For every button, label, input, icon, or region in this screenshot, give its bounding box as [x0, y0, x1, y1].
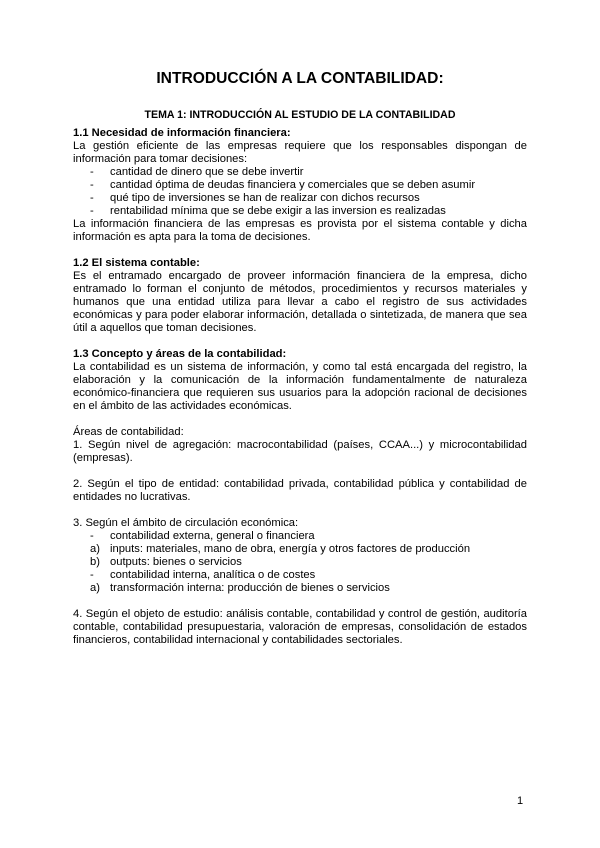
spacer [73, 335, 527, 348]
list-item [73, 179, 527, 192]
list-marker: - [90, 166, 94, 178]
section-1-3 [73, 348, 527, 647]
spacer [73, 504, 527, 517]
spacer [73, 413, 527, 426]
circulation-scope-list [73, 530, 527, 595]
list-marker: b) [90, 556, 100, 568]
section-1-1-intro: La gestión eficiente de las empresas requiere que los responsables dispongan de información para tomar decisiones: [73, 140, 527, 165]
decision-info-list [73, 166, 527, 218]
page-number: 1 [517, 795, 524, 807]
list-marker: - [90, 192, 94, 204]
section-1-1-outro: La información financiera de las empresas es provista por el sistema contable y dicha información es apta para la toma de decisiones. [73, 218, 527, 243]
list-item [73, 530, 527, 543]
list-item-text: contabilidad interna, analítica o de costes [110, 569, 316, 581]
section-1-2 [73, 257, 527, 335]
area-2: 2. Según el tipo de entidad: contabilidad privada, contabilidad pública y contabilidad de entidades no lucrativas. [73, 478, 527, 503]
section-1-2-body: Es el entramado encargado de proveer información financiera de la empresa, dicho entramado lo forman el conjunto de métodos, procedimientos y recursos materiales y humanos que una entidad utiliza para llevar a cabo el registro de sus actividades económicas y para poder elaborar información, detallada o sintetizada, de manera que sea útil a aquellos que toman decisiones. [73, 270, 527, 334]
list-item-text: inputs: materiales, mano de obra, energía y otros factores de producción [110, 543, 471, 555]
section-1-2-heading: 1.2 El sistema contable: [73, 257, 200, 269]
list-item-text: transformación interna: producción de bienes o servicios [110, 582, 390, 594]
spacer [73, 465, 527, 478]
list-item [73, 166, 527, 179]
area-1: 1. Según nivel de agregación: macrocontabilidad (países, CCAA...) y microcontabilidad (empresas). [73, 439, 527, 464]
list-marker: - [90, 205, 94, 217]
list-item [73, 569, 527, 582]
list-marker: a) [90, 543, 100, 555]
area-4: 4. Según el objeto de estudio: análisis contable, contabilidad y control de gestión, auditoría contable, contabilidad presupuestaria, valoración de empresas, consolidación de estados financieros, contabilidad internacional y contabilidades sectoriales. [73, 608, 527, 646]
topic-subtitle: TEMA 1: INTRODUCCIÓN AL ESTUDIO DE LA CONTABILIDAD [144, 109, 456, 121]
list-item-text: contabilidad externa, general o financiera [110, 530, 315, 542]
document-title: INTRODUCCIÓN A LA CONTABILIDAD: [156, 70, 444, 87]
list-item [73, 543, 527, 556]
list-item [73, 556, 527, 569]
list-marker: - [90, 530, 94, 542]
list-item-text: cantidad óptima de deudas financiera y comerciales que se deben asumir [110, 179, 476, 191]
section-1-3-heading: 1.3 Concepto y áreas de la contabilidad: [73, 348, 287, 360]
list-item [73, 192, 527, 205]
areas-label: Áreas de contabilidad: [73, 426, 184, 438]
list-item-text: cantidad de dinero que se debe invertir [110, 166, 304, 178]
spacer [73, 244, 527, 257]
document-body [73, 70, 527, 647]
list-item [73, 582, 527, 595]
list-item [73, 205, 527, 218]
section-1-3-body: La contabilidad es un sistema de información, y como tal está encargada del registro, la elaboración y la comunicación de la información fundamentalmente de naturaleza económico-financiera que requieren sus usuarios para la adopción racional de decisiones en el ámbito de las actividades económicas. [73, 361, 527, 412]
list-marker: - [90, 179, 94, 191]
section-1-1 [73, 127, 527, 244]
section-1-1-heading: 1.1 Necesidad de información financiera: [73, 127, 291, 139]
list-item-text: qué tipo de inversiones se han de realizar con dichos recursos [110, 192, 420, 204]
area-3-label: 3. Según el ámbito de circulación económica: [73, 517, 299, 529]
list-item-text: rentabilidad mínima que se debe exigir a las inversion es realizadas [110, 205, 446, 217]
list-marker: - [90, 569, 94, 581]
list-item-text: outputs: bienes o servicios [110, 556, 242, 568]
list-marker: a) [90, 582, 100, 594]
spacer [73, 595, 527, 608]
